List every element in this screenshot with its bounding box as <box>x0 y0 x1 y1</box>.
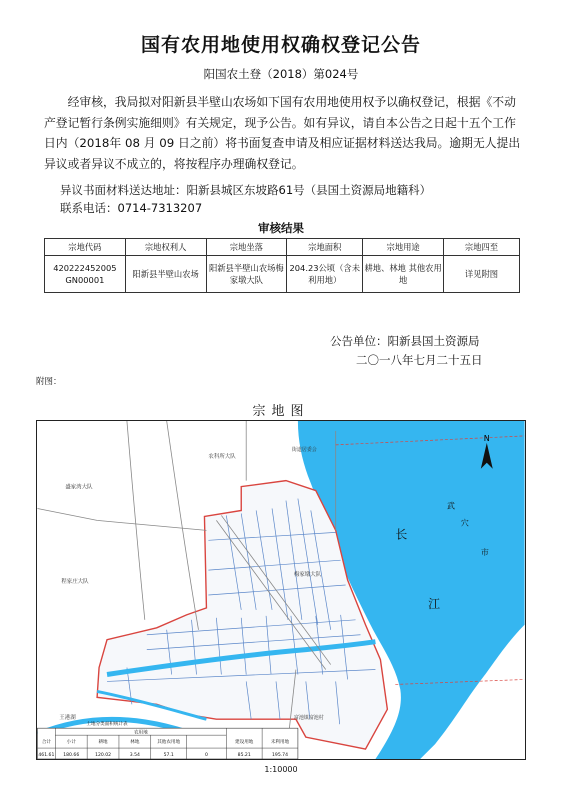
table-header-row <box>45 239 520 256</box>
table-header: 宗地四至 <box>444 239 520 256</box>
map-label: 农科所大队 <box>208 453 236 460</box>
stats-value: 0 <box>204 753 208 759</box>
announcement-body: 经审核，我局拟对阳新县半壁山农场如下国有农用地使用权予以确权登记，根据《不动产登记暂行条例实施细则》有关规定，现予公告。如有异议，请自本公告之日起十五个工作日内（2018年 08 月 09 日之前）将书面复查申请及相应证据材料送达我局。逾期无人提出异议或者异议不成立的，将按程序办理确权登记。 <box>44 95 521 171</box>
stats-value: 85.21 <box>237 753 251 759</box>
contact-phone: 联系电话：0714-7313207 <box>60 201 203 215</box>
table-header: 宗地用途 <box>363 239 444 256</box>
review-result-title: 审核结果 <box>258 221 304 235</box>
stats-value: 57.1 <box>163 753 174 759</box>
map-label: 穴 <box>460 518 469 528</box>
table-row <box>45 256 520 293</box>
table-cell: 耕地、林地 其他农用地 <box>363 256 444 293</box>
objection-address: 异议书面材料送达地址：阳新县城区东坡路61号（县国土资源局地籍科） <box>60 183 432 197</box>
table-header: 宗地代码 <box>45 239 126 256</box>
page-title: 国有农用地使用权确权登记公告 <box>140 34 421 56</box>
issue-date: 二〇一八年七月二十五日 <box>356 353 483 367</box>
table-header: 宗地权利人 <box>125 239 206 256</box>
stats-value: 461.61 <box>38 753 55 759</box>
stats-header: 小计 <box>66 740 76 746</box>
stats-value: 120.02 <box>95 753 112 759</box>
table-cell: 420222452005 GN00001 <box>45 256 126 293</box>
stats-header: 其他农用地 <box>157 740 181 746</box>
stats-header: 林地 <box>130 740 140 746</box>
table-header: 宗地面积 <box>287 239 363 256</box>
table-cell: 阳新县半壁山农场梅家墩大队 <box>206 256 287 293</box>
stats-value: 195.74 <box>272 753 288 759</box>
stats-value: 180.66 <box>63 753 80 759</box>
document-number: 阳国农土登（2018）第024号 <box>203 67 359 81</box>
map-label: 梅家墩大队 <box>293 572 322 579</box>
table-cell: 详见附图 <box>444 256 520 293</box>
stats-header: 未利用地 <box>270 740 290 746</box>
stats-header: 合计 <box>41 740 51 746</box>
map-label: 富池镇富池村 <box>293 715 324 722</box>
map-label: 街道居委会 <box>291 446 317 453</box>
table-cell: 204.23公顷（含未利用地） <box>287 256 363 293</box>
stats-group-header: 农用地 <box>133 730 148 736</box>
map-title: 宗地图 <box>252 404 310 419</box>
map-label: 王港湖 <box>59 715 76 722</box>
stats-table-title: 土地分类面积统计表 <box>86 722 128 728</box>
map-label: 江 <box>428 596 441 611</box>
map-scale: 1:10000 <box>264 765 298 774</box>
stats-header: 建设用地 <box>235 740 254 746</box>
table-header: 宗地坐落 <box>206 239 287 256</box>
svg-text:N: N <box>483 433 490 443</box>
map-label: 武 <box>447 501 455 511</box>
issuer: 公告单位：阳新县国土资源局 <box>330 334 480 348</box>
stats-value: 3.54 <box>129 753 140 759</box>
map-label: 程家庄大队 <box>61 579 89 586</box>
attachment-label: 附图： <box>36 377 62 387</box>
map-label: 长 <box>395 527 408 542</box>
stats-header: 耕地 <box>98 740 108 746</box>
parcel-map <box>36 420 526 760</box>
map-label: 盛家湾大队 <box>65 484 93 491</box>
table-cell: 阳新县半壁山农场 <box>125 256 206 293</box>
review-result-table <box>44 238 520 293</box>
map-label: 市 <box>480 548 489 558</box>
